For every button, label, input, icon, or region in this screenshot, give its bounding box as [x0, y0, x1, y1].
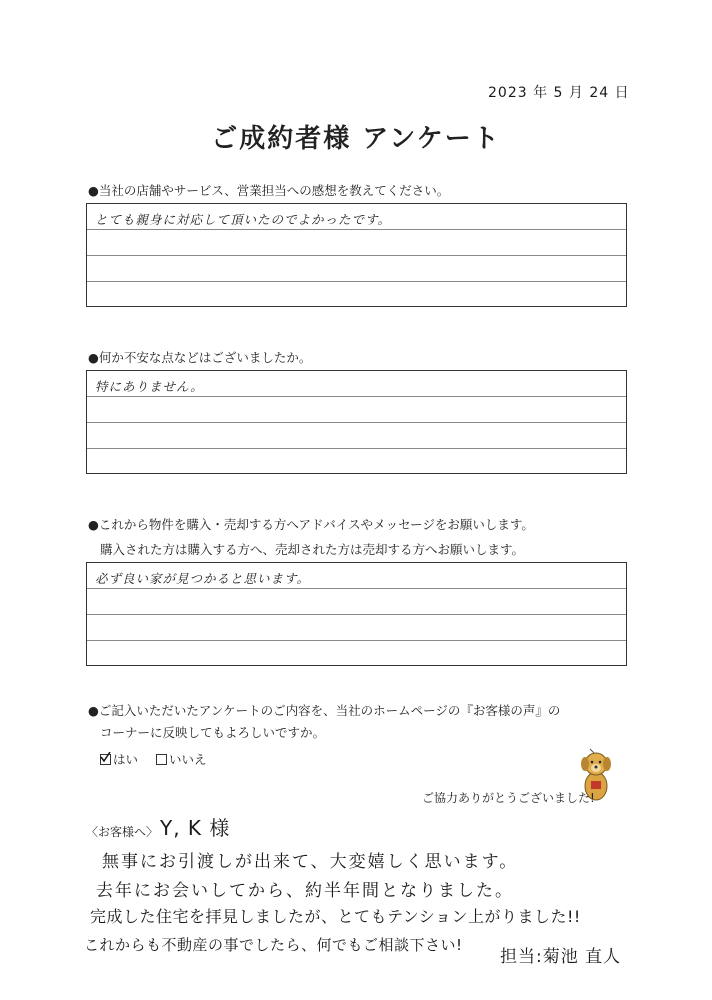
customer-label: 〈お客様へ〉: [86, 825, 159, 839]
message-line-3: 完成した住宅を拝見しましたが、とてもテンション上がりました!!: [90, 907, 581, 926]
answer-rule: [87, 281, 626, 282]
question-3-subtext: 購入された方は購入する方へ、売却された方は売却する方へお願いします。: [100, 542, 525, 557]
answer-rule: [87, 640, 626, 641]
answer-box-2: [86, 370, 627, 474]
answer-rule: [87, 396, 626, 397]
checkbox-yes[interactable]: [100, 754, 111, 765]
question-2-text: ●何か不安な点などはございましたか。: [88, 350, 312, 365]
answer-rule: [87, 255, 626, 256]
answer-rule: [87, 422, 626, 423]
answer-rule: [87, 588, 626, 589]
answer-box-1: [86, 203, 627, 307]
survey-date: 2023 年 5 月 24 日: [488, 85, 630, 101]
message-line-1: 無事にお引渡しが出来て、大変嬉しく思います。: [102, 852, 519, 872]
page-title: ご成約者様 アンケート: [211, 124, 501, 154]
checkbox-no[interactable]: [156, 754, 167, 765]
consent-yes-label: はい: [113, 752, 139, 767]
answer-rule: [87, 614, 626, 615]
thanks-message: ご協力ありがとうございました!: [422, 791, 595, 805]
answer-3-handwritten: 必ず良い家が見つかると思います。: [95, 571, 311, 586]
consent-question-line-2: コーナーに反映してもよろしいですか。: [100, 725, 326, 740]
question-1-text: ●当社の店舗やサービス、営業担当への感想を教えてください。: [88, 183, 450, 198]
staff-signature: 担当:菊池 直人: [500, 947, 622, 967]
customer-name: Y, K 様: [160, 816, 231, 840]
answer-rule: [87, 229, 626, 230]
answer-1-handwritten: とても親身に対応して頂いたのでよかったです。: [95, 212, 392, 227]
answer-rule: [87, 448, 626, 449]
consent-options: [100, 750, 207, 768]
consent-question-line-1: ●ご記入いただいたアンケートのご内容を、当社のホームページの『お客様の声』の: [88, 703, 561, 718]
answer-box-3: [86, 562, 627, 666]
answer-2-handwritten: 特にありません。: [95, 379, 204, 394]
question-3-text: ●これから物件を購入・売却する方へアドバイスやメッセージをお願いします。: [88, 517, 534, 532]
consent-yes-option[interactable]: [100, 752, 142, 767]
message-line-2: 去年にお会いしてから、約半年間となりました。: [96, 881, 514, 901]
consent-no-option[interactable]: [156, 752, 207, 767]
checkmark-icon: [100, 752, 111, 763]
message-line-4: これからも不動産の事でしたら、何でもご相談下さい!: [84, 936, 463, 954]
consent-no-label: いいえ: [169, 752, 207, 767]
